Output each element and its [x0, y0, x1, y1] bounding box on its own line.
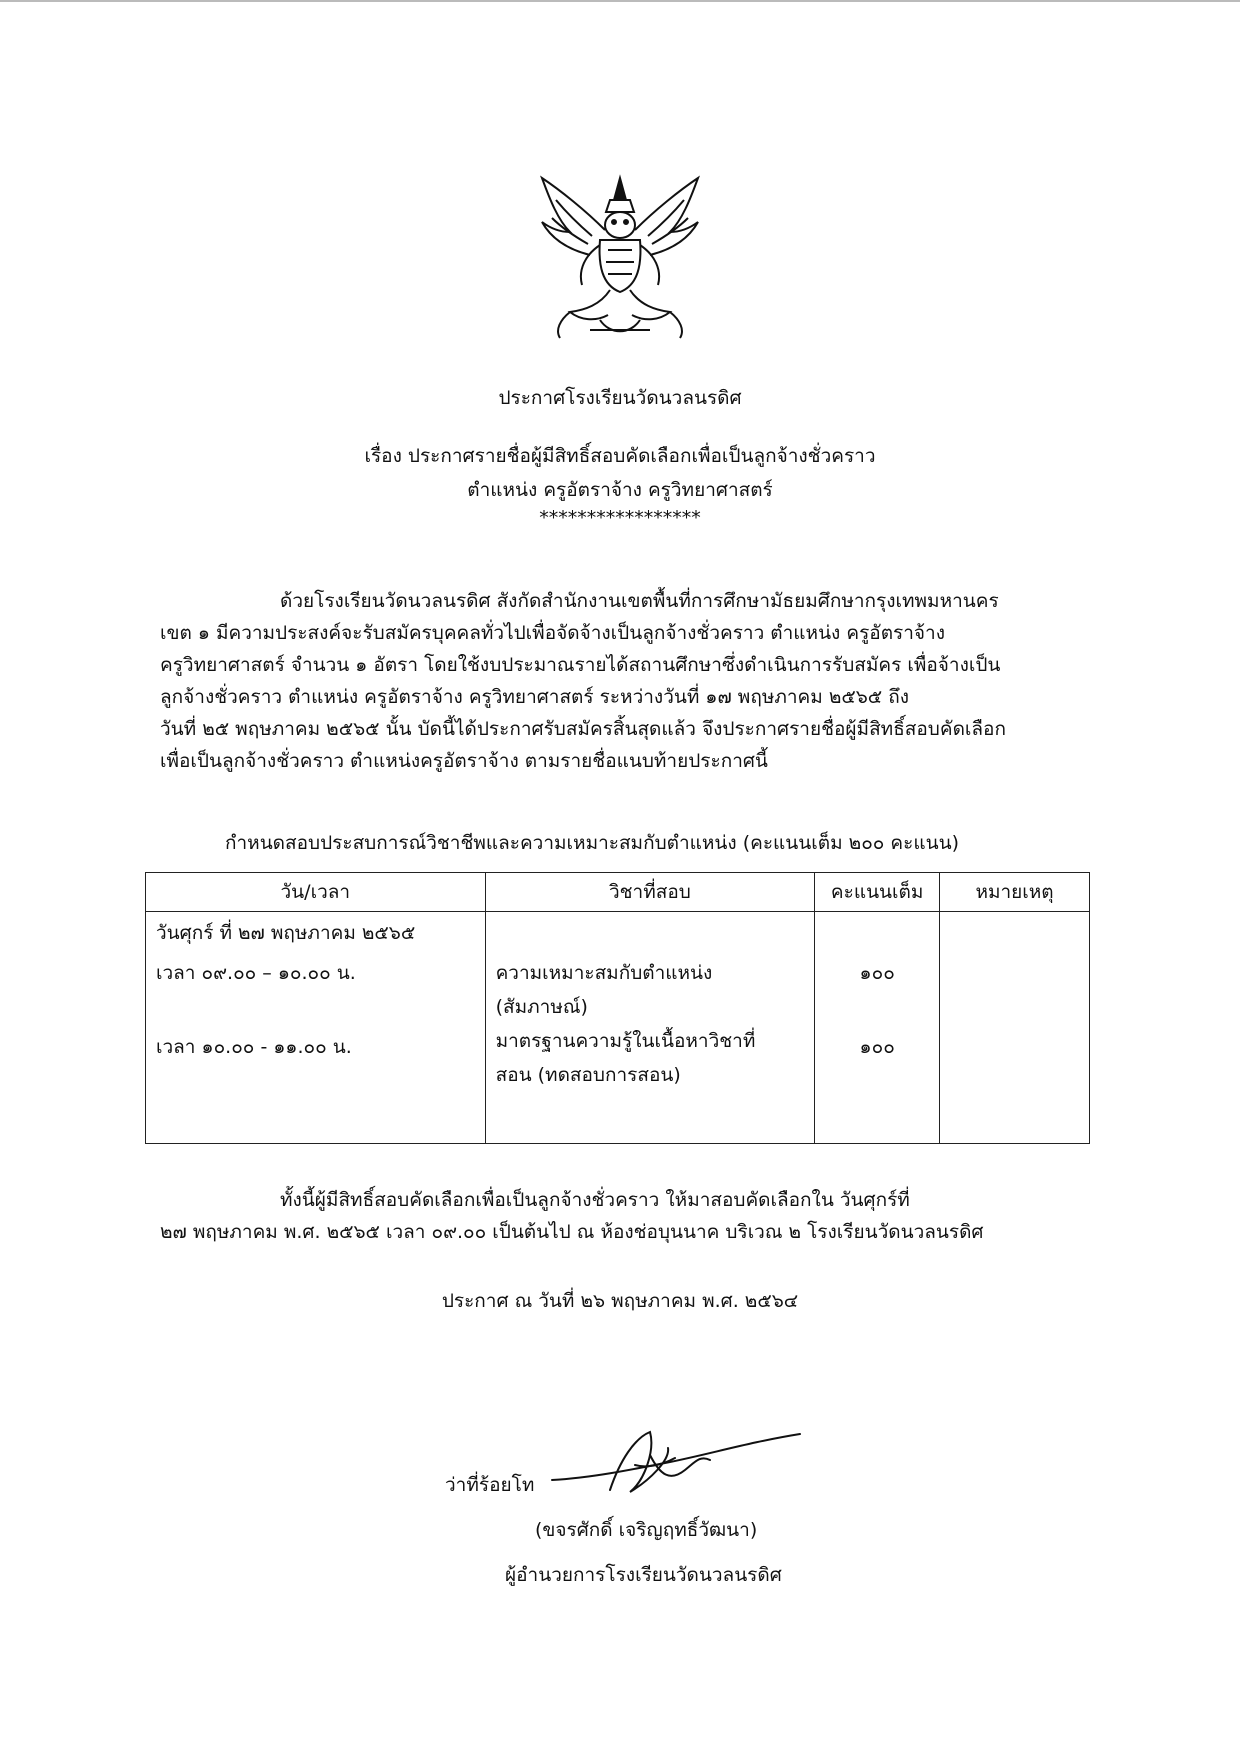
subject-1-line-1: ความเหมาะสมกับตำแหน่ง [495, 962, 713, 984]
header-date-time: วัน/เวลา [146, 873, 486, 912]
exam-time-1: เวลา ๐๙.๐๐ – ๑๐.๐๐ น. [156, 962, 356, 984]
schedule-heading: กำหนดสอบประสบการณ์วิชาชีพและความเหมาะสมกับตำแหน่ง (คะแนนเต็ม ๒๐๐ คะแนน) [225, 832, 959, 854]
cell-date-time [146, 912, 486, 1144]
announcement-date: ประกาศ ณ วันที่ ๒๖ พฤษภาคม พ.ศ. ๒๕๖๔ [441, 1290, 799, 1312]
cell-remarks [940, 912, 1090, 1144]
body-line: เขต ๑ มีความประสงค์จะรับสมัครบุคคลทั่วไปเพื่อจัดจ้างเป็นลูกจ้างชั่วคราว ตำแหน่ง ครูอัตราจ้าง [160, 622, 945, 644]
score-1: ๑๐๐ [859, 962, 895, 984]
announcement-position: ตำแหน่ง ครูอัตราจ้าง ครูวิทยาศาสตร์ [467, 479, 773, 501]
body-line: เพื่อเป็นลูกจ้างชั่วคราว ตำแหน่งครูอัตราจ้าง ตามรายชื่อแนบท้ายประกาศนี้ [160, 750, 768, 772]
cell-scores [815, 912, 940, 1144]
closing-line-1: ทั้งนี้ผู้มีสิทธิ์สอบคัดเลือกเพื่อเป็นลูกจ้างชั่วคราว ให้มาสอบคัดเลือกใน วันศุกร์ที่ [280, 1189, 910, 1211]
table-row [146, 912, 1090, 1144]
closing-line-2: ๒๗ พฤษภาคม พ.ศ. ๒๕๖๕ เวลา ๐๙.๐๐ เป็นต้นไป ณ ห้องช่อบุนนาค บริเวณ ๒ โรงเรียนวัดนวลนรดิศ [160, 1221, 984, 1243]
announcement-subject: เรื่อง ประกาศรายชื่อผู้มีสิทธิ์สอบคัดเลือกเพื่อเป็นลูกจ้างชั่วคราว [364, 445, 876, 467]
body-paragraph [160, 585, 1110, 777]
closing-paragraph [160, 1184, 1110, 1248]
cell-subjects [485, 912, 815, 1144]
announcement-title: ประกาศโรงเรียนวัดนวลนรดิศ [498, 387, 742, 409]
body-line: ลูกจ้างชั่วคราว ตำแหน่ง ครูอัตราจ้าง ครูวิทยาศาสตร์ ระหว่างวันที่ ๑๗ พฤษภาคม ๒๕๖๕ ถึง [160, 686, 909, 708]
exam-schedule-table [145, 872, 1090, 1144]
table-header-row [146, 873, 1090, 912]
subject-1-line-2: (สัมภาษณ์) [495, 996, 588, 1018]
signer-title: ผู้อำนวยการโรงเรียนวัดนวลนรดิศ [505, 1564, 782, 1586]
signer-rank: ว่าที่ร้อยโท [445, 1474, 535, 1496]
page-top-border [0, 0, 1240, 2]
header-remarks: หมายเหตุ [940, 873, 1090, 912]
header-full-score: คะแนนเต็ม [815, 873, 940, 912]
subject-2-line-2: สอน (ทดสอบการสอน) [495, 1064, 681, 1086]
score-2: ๑๐๐ [859, 1036, 895, 1058]
separator-stars: ***************** [539, 507, 701, 529]
handwritten-signature [550, 1420, 810, 1510]
exam-time-2: เวลา ๑๐.๐๐ - ๑๑.๐๐ น. [156, 1036, 352, 1058]
subject-2-line-1: มาตรฐานความรู้ในเนื้อหาวิชาที่ [495, 1030, 756, 1052]
signer-name: (ขจรศักดิ์ เจริญฤทธิ์วัฒนา) [535, 1519, 758, 1541]
exam-date: วันศุกร์ ที่ ๒๗ พฤษภาคม ๒๕๖๕ [156, 922, 416, 944]
body-line: วันที่ ๒๕ พฤษภาคม ๒๕๖๕ นั้น บัดนี้ได้ประกาศรับสมัครสิ้นสุดแล้ว จึงประกาศรายชื่อผู้มีสิทธิ์สอบคัดเลือก [160, 718, 1006, 740]
header-subject: วิชาที่สอบ [485, 873, 815, 912]
body-line: ครูวิทยาศาสตร์ จำนวน ๑ อัตรา โดยใช้งบประมาณรายได้สถานศึกษาซึ่งดำเนินการรับสมัคร เพื่อจ้างเป็น [160, 654, 1001, 676]
garuda-emblem-icon [530, 170, 710, 345]
body-line: ด้วยโรงเรียนวัดนวลนรดิศ สังกัดสำนักงานเขตพื้นที่การศึกษามัธยมศึกษากรุงเทพมหานคร [280, 590, 999, 612]
